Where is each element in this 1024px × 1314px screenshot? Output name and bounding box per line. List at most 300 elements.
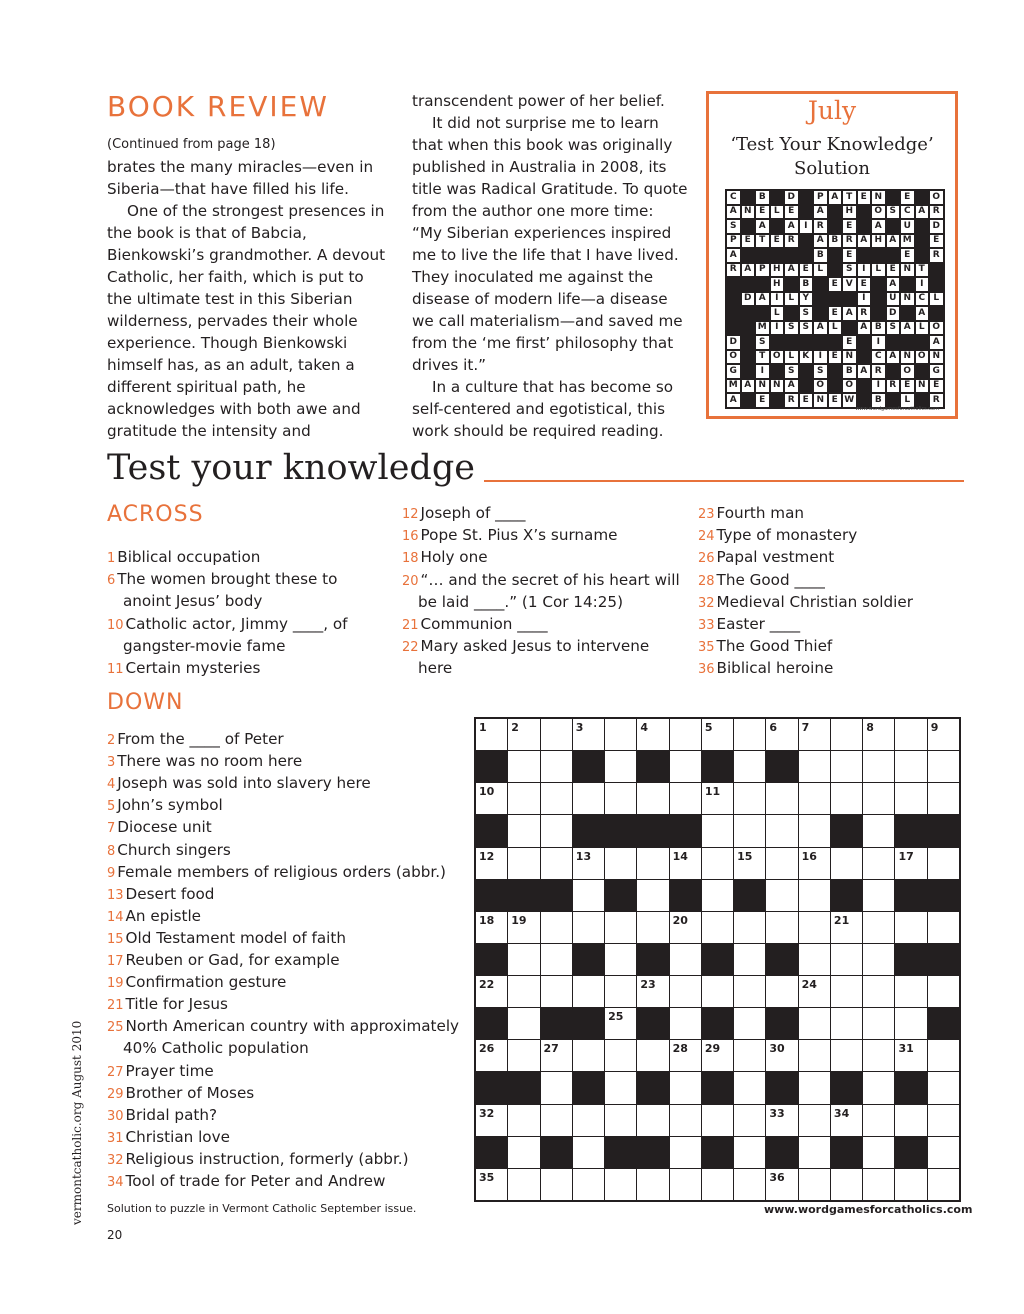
puzzle-cell[interactable]	[895, 1008, 926, 1039]
puzzle-cell[interactable]	[928, 1040, 959, 1071]
puzzle-cell[interactable]	[831, 976, 862, 1007]
puzzle-cell[interactable]	[508, 1040, 539, 1071]
puzzle-cell[interactable]	[734, 976, 765, 1007]
clue-text: Old Testament model of faith	[125, 928, 346, 947]
solution-cell: E	[784, 205, 799, 220]
puzzle-cell[interactable]	[863, 1105, 894, 1136]
solution-cell: A	[741, 263, 756, 278]
puzzle-cell[interactable]	[541, 783, 572, 814]
clue-text: Desert food	[125, 884, 215, 903]
puzzle-cell[interactable]	[863, 751, 894, 782]
clue-text: “… and the secret of his heart will	[420, 570, 680, 589]
puzzle-cell[interactable]	[605, 1040, 636, 1071]
paragraph: brates the many miracles—even in Siberia—that have filled his life.	[107, 158, 374, 198]
puzzle-cell[interactable]	[541, 1169, 572, 1200]
website-url: www.wordgamesforcatholics.com	[764, 1203, 973, 1216]
puzzle-cell[interactable]	[766, 1105, 797, 1136]
puzzle-cell[interactable]	[863, 848, 894, 879]
solution-cell: E	[799, 263, 814, 278]
puzzle-cell[interactable]	[573, 783, 604, 814]
solution-cell: B	[799, 277, 814, 292]
solution-cell	[799, 248, 814, 263]
puzzle-cell[interactable]	[541, 976, 572, 1007]
puzzle-cell[interactable]	[702, 815, 733, 846]
puzzle-cell[interactable]	[508, 1137, 539, 1168]
solution-cell	[857, 379, 872, 394]
solution-cell: A	[828, 190, 843, 205]
puzzle-cell[interactable]	[928, 912, 959, 943]
puzzle-cell[interactable]	[508, 1169, 539, 1200]
cell-number: 24	[801, 978, 817, 992]
clue	[107, 949, 340, 973]
clue-number: 15	[107, 931, 124, 947]
puzzle-cell[interactable]	[702, 1105, 733, 1136]
puzzle-cell[interactable]	[831, 1008, 862, 1039]
puzzle-cell[interactable]	[605, 848, 636, 879]
solution-cell: D	[886, 306, 901, 321]
solution-cell: R	[857, 306, 872, 321]
puzzle-cell[interactable]	[799, 1072, 830, 1103]
clue	[107, 839, 231, 863]
puzzle-cell[interactable]	[863, 1137, 894, 1168]
solution-cell	[784, 248, 799, 263]
puzzle-cell[interactable]	[766, 719, 797, 750]
puzzle-cell[interactable]	[476, 1040, 507, 1071]
puzzle-cell[interactable]	[766, 912, 797, 943]
puzzle-cell[interactable]	[734, 912, 765, 943]
puzzle-cell[interactable]	[573, 912, 604, 943]
solution-cell	[828, 263, 843, 278]
puzzle-cell[interactable]	[895, 1169, 926, 1200]
puzzle-cell[interactable]	[670, 1137, 701, 1168]
puzzle-cell[interactable]	[831, 751, 862, 782]
puzzle-cell[interactable]	[476, 719, 507, 750]
solution-cell: B	[828, 234, 843, 249]
puzzle-cell[interactable]	[831, 1040, 862, 1071]
puzzle-cell[interactable]	[508, 944, 539, 975]
puzzle-cell[interactable]	[637, 1169, 668, 1200]
puzzle-cell[interactable]	[573, 1169, 604, 1200]
clue-text: Pope St. Pius X’s surname	[420, 526, 618, 545]
puzzle-cell[interactable]	[541, 848, 572, 879]
puzzle-cell[interactable]	[863, 719, 894, 750]
puzzle-cell[interactable]	[766, 815, 797, 846]
clue-number: 36	[698, 662, 715, 678]
puzzle-cell[interactable]	[863, 880, 894, 911]
puzzle-cell[interactable]	[508, 751, 539, 782]
clue-text: There was no room here	[117, 752, 303, 771]
puzzle-cell[interactable]	[734, 1008, 765, 1039]
black-square	[637, 1137, 668, 1168]
puzzle-cell[interactable]	[702, 783, 733, 814]
puzzle-cell[interactable]	[670, 751, 701, 782]
solution-cell	[813, 277, 828, 292]
puzzle-cell[interactable]	[702, 912, 733, 943]
puzzle-cell[interactable]	[670, 848, 701, 879]
puzzle-cell[interactable]	[476, 848, 507, 879]
puzzle-cell[interactable]	[766, 848, 797, 879]
solution-cell	[813, 292, 828, 307]
puzzle-cell[interactable]	[895, 848, 926, 879]
puzzle-cell[interactable]	[928, 848, 959, 879]
puzzle-cell[interactable]	[799, 783, 830, 814]
clue	[698, 569, 825, 593]
clue-number: 10	[107, 617, 124, 633]
solution-cell	[857, 248, 872, 263]
black-square	[766, 1072, 797, 1103]
puzzle-cell[interactable]	[702, 1169, 733, 1200]
solution-cell: S	[842, 263, 857, 278]
solution-cell: D	[741, 292, 756, 307]
black-square	[605, 1137, 636, 1168]
puzzle-cell[interactable]	[734, 848, 765, 879]
solution-cell: A	[857, 364, 872, 379]
puzzle-cell[interactable]	[863, 815, 894, 846]
puzzle-cell[interactable]	[928, 719, 959, 750]
puzzle-cell[interactable]	[605, 1008, 636, 1039]
puzzle-cell[interactable]	[637, 848, 668, 879]
puzzle-cell[interactable]	[895, 1040, 926, 1071]
puzzle-cell[interactable]	[799, 815, 830, 846]
black-square	[573, 1072, 604, 1103]
clue-number: 32	[107, 1152, 124, 1168]
clue-number: 21	[402, 618, 419, 633]
puzzle-cell[interactable]	[734, 1105, 765, 1136]
solution-cell: S	[886, 321, 901, 336]
side-text: vermontcatholic.org August 2010	[70, 1020, 84, 1225]
puzzle-cell[interactable]	[734, 783, 765, 814]
puzzle-cell[interactable]	[702, 976, 733, 1007]
solution-cell	[871, 277, 886, 292]
puzzle-cell[interactable]	[637, 1105, 668, 1136]
cell-number: 15	[737, 849, 753, 863]
puzzle-cell[interactable]	[573, 1105, 604, 1136]
puzzle-cell[interactable]	[895, 976, 926, 1007]
solution-cell: T	[755, 350, 770, 365]
solution-cell: A	[871, 219, 886, 234]
solution-cell: E	[828, 306, 843, 321]
clue-number: 1	[107, 551, 116, 566]
puzzle-cell[interactable]	[766, 976, 797, 1007]
clue	[107, 1082, 254, 1106]
solution-cell: R	[929, 393, 944, 408]
puzzle-cell[interactable]	[637, 912, 668, 943]
puzzle-cell[interactable]	[734, 719, 765, 750]
puzzle-cell[interactable]	[670, 1072, 701, 1103]
puzzle-cell[interactable]	[734, 1169, 765, 1200]
puzzle-cell[interactable]	[573, 848, 604, 879]
test-title: Test your knowledge	[107, 448, 475, 488]
puzzle-cell[interactable]	[831, 912, 862, 943]
puzzle-cell[interactable]	[702, 848, 733, 879]
puzzle-cell[interactable]	[831, 848, 862, 879]
puzzle-cell[interactable]	[605, 1169, 636, 1200]
puzzle-cell[interactable]	[895, 751, 926, 782]
puzzle-cell[interactable]	[605, 976, 636, 1007]
solution-cell	[828, 292, 843, 307]
puzzle-cell[interactable]	[541, 719, 572, 750]
solution-cell	[915, 364, 930, 379]
solution-cell	[915, 248, 930, 263]
solution-cell	[828, 335, 843, 350]
puzzle-cell[interactable]	[863, 1169, 894, 1200]
puzzle-cell[interactable]	[766, 1040, 797, 1071]
puzzle-cell[interactable]	[928, 751, 959, 782]
puzzle-cell[interactable]	[541, 944, 572, 975]
puzzle-cell[interactable]	[605, 1105, 636, 1136]
puzzle-cell[interactable]	[573, 1137, 604, 1168]
puzzle-cell[interactable]	[605, 912, 636, 943]
puzzle-cell[interactable]	[637, 783, 668, 814]
puzzle-cell[interactable]	[799, 751, 830, 782]
solution-cell: R	[929, 205, 944, 220]
solution-cell: E	[755, 205, 770, 220]
puzzle-cell[interactable]	[863, 976, 894, 1007]
solution-cell	[755, 248, 770, 263]
puzzle-cell[interactable]	[799, 976, 830, 1007]
black-square	[766, 944, 797, 975]
puzzle-cell[interactable]	[831, 1105, 862, 1136]
puzzle-cell[interactable]	[476, 976, 507, 1007]
puzzle-cell[interactable]	[541, 1040, 572, 1071]
puzzle-cell[interactable]	[734, 751, 765, 782]
cell-number: 25	[608, 1010, 624, 1024]
puzzle-cell[interactable]	[702, 1040, 733, 1071]
puzzle-cell[interactable]	[799, 880, 830, 911]
puzzle-cell[interactable]	[508, 815, 539, 846]
clue-number: 22	[402, 640, 419, 656]
solution-cell: M	[726, 379, 741, 394]
puzzle-cell[interactable]	[541, 815, 572, 846]
puzzle-cell[interactable]	[508, 912, 539, 943]
puzzle-cell[interactable]	[541, 1072, 572, 1103]
solution-cell: E	[929, 379, 944, 394]
puzzle-cell[interactable]	[573, 976, 604, 1007]
puzzle-cell[interactable]	[605, 1072, 636, 1103]
solution-cell: L	[770, 306, 785, 321]
puzzle-cell[interactable]	[799, 944, 830, 975]
puzzle-cell[interactable]	[831, 1169, 862, 1200]
solution-cell: B	[842, 364, 857, 379]
puzzle-cell[interactable]	[831, 783, 862, 814]
puzzle-cell[interactable]	[670, 912, 701, 943]
puzzle-cell[interactable]	[670, 719, 701, 750]
puzzle-cell[interactable]	[670, 1008, 701, 1039]
puzzle-cell[interactable]	[928, 1169, 959, 1200]
puzzle-cell[interactable]	[831, 719, 862, 750]
puzzle-cell[interactable]	[734, 1040, 765, 1071]
puzzle-cell[interactable]	[863, 912, 894, 943]
puzzle-cell[interactable]	[734, 944, 765, 975]
black-square	[928, 1008, 959, 1039]
puzzle-cell[interactable]	[605, 751, 636, 782]
puzzle-cell[interactable]	[541, 751, 572, 782]
clue-text: Catholic actor, Jimmy ____, of	[125, 614, 348, 633]
puzzle-cell[interactable]	[766, 783, 797, 814]
solution-cell	[828, 364, 843, 379]
clue	[107, 861, 446, 885]
solution-cell	[741, 306, 756, 321]
puzzle-cell[interactable]	[895, 912, 926, 943]
cell-number: 21	[833, 913, 850, 927]
puzzle-cell[interactable]	[637, 719, 668, 750]
puzzle-cell[interactable]	[895, 719, 926, 750]
clue-text: An epistle	[125, 906, 202, 925]
puzzle-cell[interactable]	[508, 976, 539, 1007]
puzzle-cell[interactable]	[928, 976, 959, 1007]
solution-cell: I	[755, 364, 770, 379]
solution-cell: H	[770, 277, 785, 292]
puzzle-cell[interactable]	[573, 719, 604, 750]
solution-cell: A	[726, 248, 741, 263]
page-number: 20	[107, 1228, 123, 1242]
puzzle-cell[interactable]	[863, 1072, 894, 1103]
puzzle-cell[interactable]	[895, 783, 926, 814]
puzzle-cell[interactable]	[670, 1040, 701, 1071]
puzzle-cell[interactable]	[605, 944, 636, 975]
clue	[107, 993, 228, 1017]
cell-number: 9	[930, 721, 939, 734]
clue-text: The women brought these to	[117, 570, 338, 589]
black-square	[476, 944, 507, 975]
puzzle-cell[interactable]	[508, 783, 539, 814]
puzzle-cell[interactable]	[670, 944, 701, 975]
paragraph: transcendent power of her belief.	[412, 92, 665, 110]
clue	[698, 591, 913, 615]
puzzle-cell[interactable]	[734, 815, 765, 846]
solution-cell: T	[755, 234, 770, 249]
solution-cell	[871, 292, 886, 307]
solution-cell	[857, 335, 872, 350]
paragraph: In a culture that has become so self-centered and egotistical, this work should be required reading.	[412, 378, 674, 440]
clue-number: 11	[107, 662, 124, 677]
solution-cell	[741, 277, 756, 292]
solution-cell: L	[929, 292, 944, 307]
puzzle-cell[interactable]	[863, 1008, 894, 1039]
puzzle-cell[interactable]	[508, 719, 539, 750]
black-square	[476, 815, 507, 846]
cell-number: 35	[479, 1170, 495, 1184]
puzzle-cell[interactable]	[508, 1008, 539, 1039]
puzzle-cell[interactable]	[541, 912, 572, 943]
puzzle-cell[interactable]	[799, 1105, 830, 1136]
puzzle-cell[interactable]	[670, 1169, 701, 1200]
solution-cell: G	[726, 364, 741, 379]
puzzle-cell[interactable]	[637, 976, 668, 1007]
solution-cell: B	[813, 248, 828, 263]
puzzle-cell[interactable]	[605, 719, 636, 750]
puzzle-cell[interactable]	[573, 880, 604, 911]
black-square	[541, 1008, 572, 1039]
solution-cell: A	[726, 393, 741, 408]
puzzle-cell[interactable]	[799, 1169, 830, 1200]
cell-number: 16	[801, 849, 817, 863]
puzzle-cell[interactable]	[928, 783, 959, 814]
solution-grid	[725, 189, 945, 409]
solution-cell: E	[770, 234, 785, 249]
clue-text: anoint Jesus’ body	[123, 592, 263, 611]
puzzle-cell[interactable]	[476, 912, 507, 943]
clue-number: 32	[698, 595, 715, 611]
puzzle-cell[interactable]	[605, 783, 636, 814]
puzzle-cell[interactable]	[863, 1040, 894, 1071]
solution-cell: N	[915, 379, 930, 394]
clue	[123, 1037, 309, 1059]
puzzle-cell[interactable]	[702, 719, 733, 750]
puzzle-cell[interactable]	[508, 1105, 539, 1136]
puzzle-cell[interactable]	[670, 783, 701, 814]
puzzle-cell[interactable]	[637, 880, 668, 911]
puzzle-cell[interactable]	[476, 1169, 507, 1200]
puzzle-cell[interactable]	[734, 1137, 765, 1168]
black-square	[702, 1008, 733, 1039]
solution-cell: A	[929, 335, 944, 350]
clue-text: Reuben or Gad, for example	[125, 951, 340, 969]
puzzle-cell[interactable]	[863, 944, 894, 975]
puzzle-cell[interactable]	[702, 880, 733, 911]
solution-cell: N	[813, 393, 828, 408]
puzzle-cell[interactable]	[541, 1105, 572, 1136]
solution-cell: N	[755, 379, 770, 394]
puzzle-cell[interactable]	[928, 1137, 959, 1168]
puzzle-cell[interactable]	[670, 976, 701, 1007]
black-square	[573, 1008, 604, 1039]
cell-number: 33	[769, 1106, 785, 1120]
puzzle-cell[interactable]	[895, 1105, 926, 1136]
puzzle-cell[interactable]	[831, 944, 862, 975]
puzzle-cell[interactable]	[799, 719, 830, 750]
cell-number: 18	[479, 913, 495, 927]
puzzle-cell[interactable]	[863, 783, 894, 814]
book-review-column-1	[107, 156, 387, 442]
clue	[698, 657, 833, 681]
puzzle-cell[interactable]	[508, 848, 539, 879]
cell-number: 6	[769, 721, 778, 734]
puzzle-cell[interactable]	[799, 1040, 830, 1071]
solution-cell	[770, 364, 785, 379]
puzzle-cell[interactable]	[476, 783, 507, 814]
clue-text: Religious instruction, formerly (abbr.)	[125, 1149, 409, 1168]
puzzle-cell[interactable]	[637, 1040, 668, 1071]
solution-cell	[726, 321, 741, 336]
clue-text: Tool of trade for Peter and Andrew	[125, 1172, 386, 1190]
cell-number: 13	[575, 849, 592, 863]
clue-number: 33	[698, 618, 715, 633]
solution-cell	[886, 219, 901, 234]
clue-text: Brother of Moses	[125, 1083, 255, 1102]
puzzle-cell[interactable]	[573, 1040, 604, 1071]
puzzle-cell[interactable]	[928, 1105, 959, 1136]
solution-cell: U	[900, 219, 915, 234]
solution-cell: N	[842, 350, 857, 365]
puzzle-cell[interactable]	[766, 880, 797, 911]
solution-cell: S	[784, 364, 799, 379]
puzzle-cell[interactable]	[734, 1072, 765, 1103]
puzzle-cell[interactable]	[799, 912, 830, 943]
puzzle-cell[interactable]	[799, 848, 830, 879]
puzzle-cell[interactable]	[476, 1105, 507, 1136]
solution-note: Solution to puzzle in Vermont Catholic September issue.	[107, 1202, 417, 1215]
solution-cell: A	[755, 292, 770, 307]
puzzle-cell[interactable]	[928, 1072, 959, 1103]
puzzle-cell[interactable]	[670, 1105, 701, 1136]
solution-cell: E	[886, 263, 901, 278]
puzzle-cell[interactable]	[799, 1137, 830, 1168]
solution-cell: A	[813, 205, 828, 220]
down-heading: DOWN	[107, 690, 184, 715]
puzzle-cell[interactable]	[799, 1008, 830, 1039]
puzzle-cell[interactable]	[766, 1169, 797, 1200]
